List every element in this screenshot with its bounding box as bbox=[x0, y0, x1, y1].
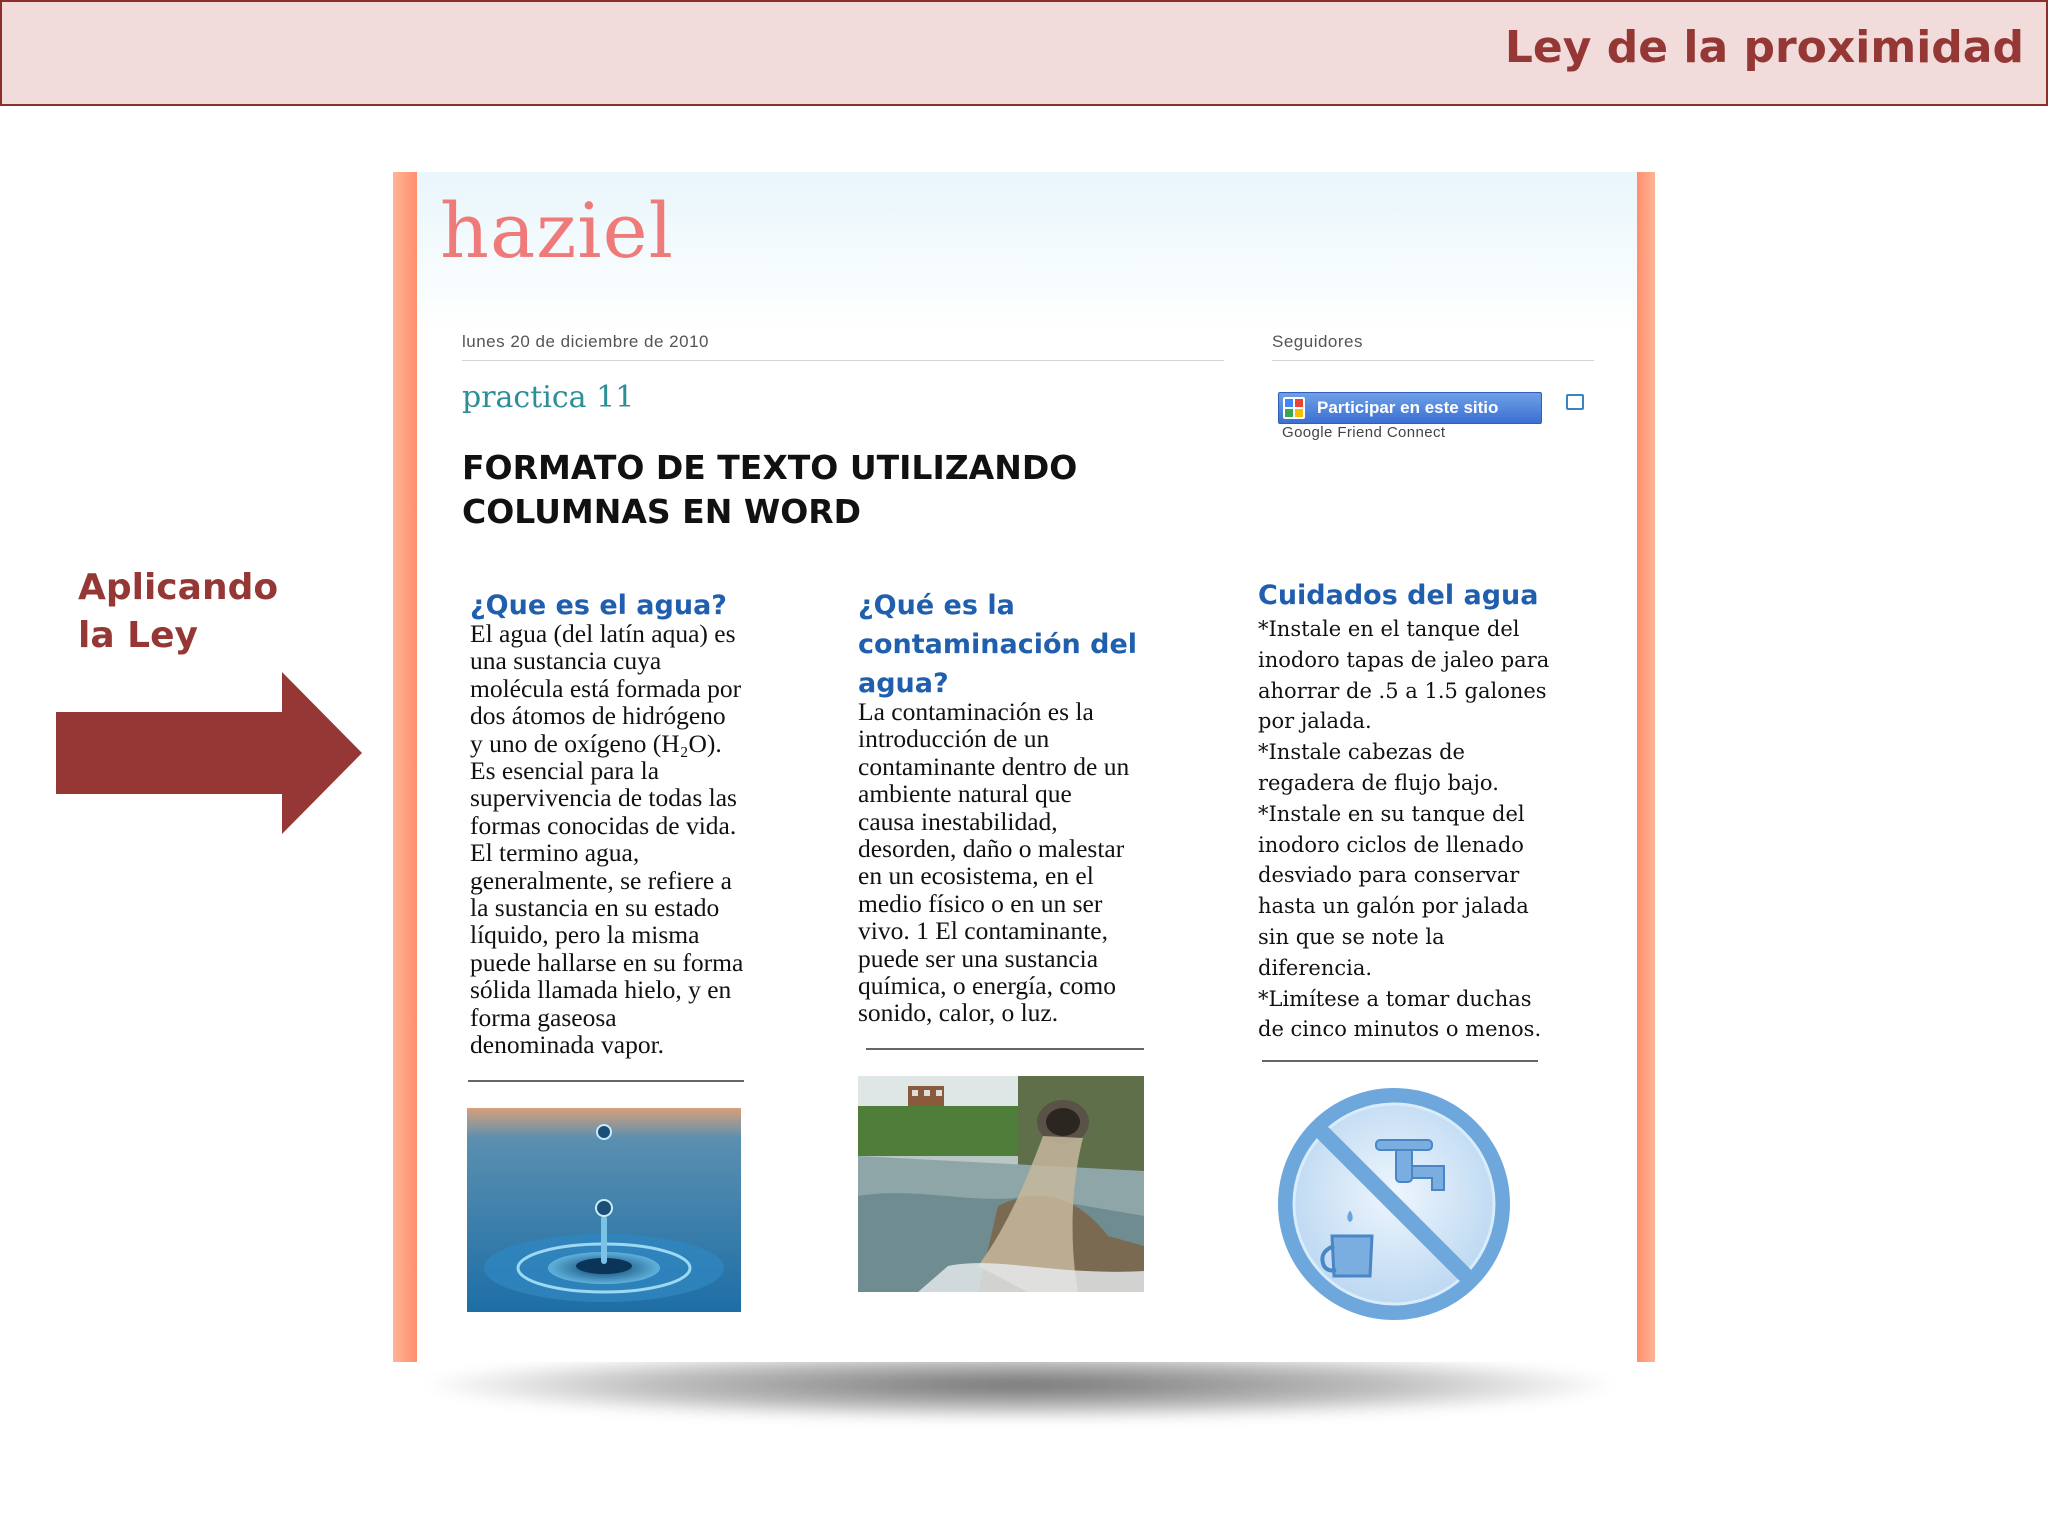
followers-title: Seguidores bbox=[1272, 332, 1364, 351]
column-3-divider bbox=[1262, 1060, 1538, 1062]
date-divider bbox=[462, 360, 1224, 361]
right-arrow-icon bbox=[56, 672, 362, 834]
google-friend-connect-icon bbox=[1283, 397, 1305, 419]
column-2-heading: ¿Qué es la contaminación del agua? bbox=[858, 590, 1138, 699]
side-label-line-2: la Ley bbox=[78, 615, 198, 656]
slide-title: Ley de la proximidad bbox=[1504, 22, 2024, 73]
column-2-divider bbox=[866, 1048, 1144, 1050]
side-label-line-1: Aplicando bbox=[78, 567, 279, 608]
join-site-label: Participar en este sitio bbox=[1317, 398, 1499, 417]
popout-icon[interactable] bbox=[1566, 394, 1584, 410]
column-3-body: *Instale en el tanque del inodoro tapas de jaleo para ahorrar de .5 a 1.5 galones por jalada. *Instale cabezas de regadera de flujo bajo. *Instale en su tanque del inodoro ciclos de llenado desviado para conservar hasta un galón por jalada sin que se note la diferencia. *Limítese a tomar duchas de cinco minutos o menos. bbox=[1258, 617, 1550, 1042]
gfc-caption: Google Friend Connect bbox=[1282, 424, 1446, 441]
side-label bbox=[78, 564, 278, 660]
column-1-body: El agua (del latín aqua) es una sustancia cuya molécula está formada por dos átomos de hidrógeno y uno de oxígeno (H₂O). Es esencial para la supervivencia de todas las formas conocidas de vida. El termino agua, generalmente, se refiere a la sustancia en su estado líquido, pero la misma puede hallarse en su forma sólida llamada hielo, y en forma gaseosa denominada vapor. bbox=[470, 619, 744, 1060]
post-headline: FORMATO DE TEXTO UTILIZANDO COLUMNAS EN WORD bbox=[462, 448, 1078, 531]
column-1-divider bbox=[468, 1080, 744, 1082]
post-date: lunes 20 de diciembre de 2010 bbox=[462, 332, 709, 351]
no-water-waste-icon bbox=[1276, 1086, 1512, 1322]
polluted-river-photo bbox=[858, 1076, 1144, 1292]
post-title[interactable]: practica 11 bbox=[462, 380, 635, 415]
sidebar-divider bbox=[1272, 360, 1594, 361]
water-drop-photo bbox=[467, 1108, 741, 1312]
column-2-body: La contaminación es la introducción de un contaminante dentro de un ambiente natural que causa inestabilidad, desorden, daño o malestar en un ecosistema, en el medio físico o en un ser vivo. 1 El contaminante, puede ser una sustancia química, o energía, como sonido, calor, o luz. bbox=[858, 697, 1130, 1028]
join-site-button[interactable] bbox=[1278, 392, 1542, 424]
blog-name[interactable]: haziel bbox=[440, 186, 674, 275]
column-1-heading: ¿Que es el agua? bbox=[470, 590, 727, 621]
column-3-heading: Cuidados del agua bbox=[1258, 580, 1539, 611]
